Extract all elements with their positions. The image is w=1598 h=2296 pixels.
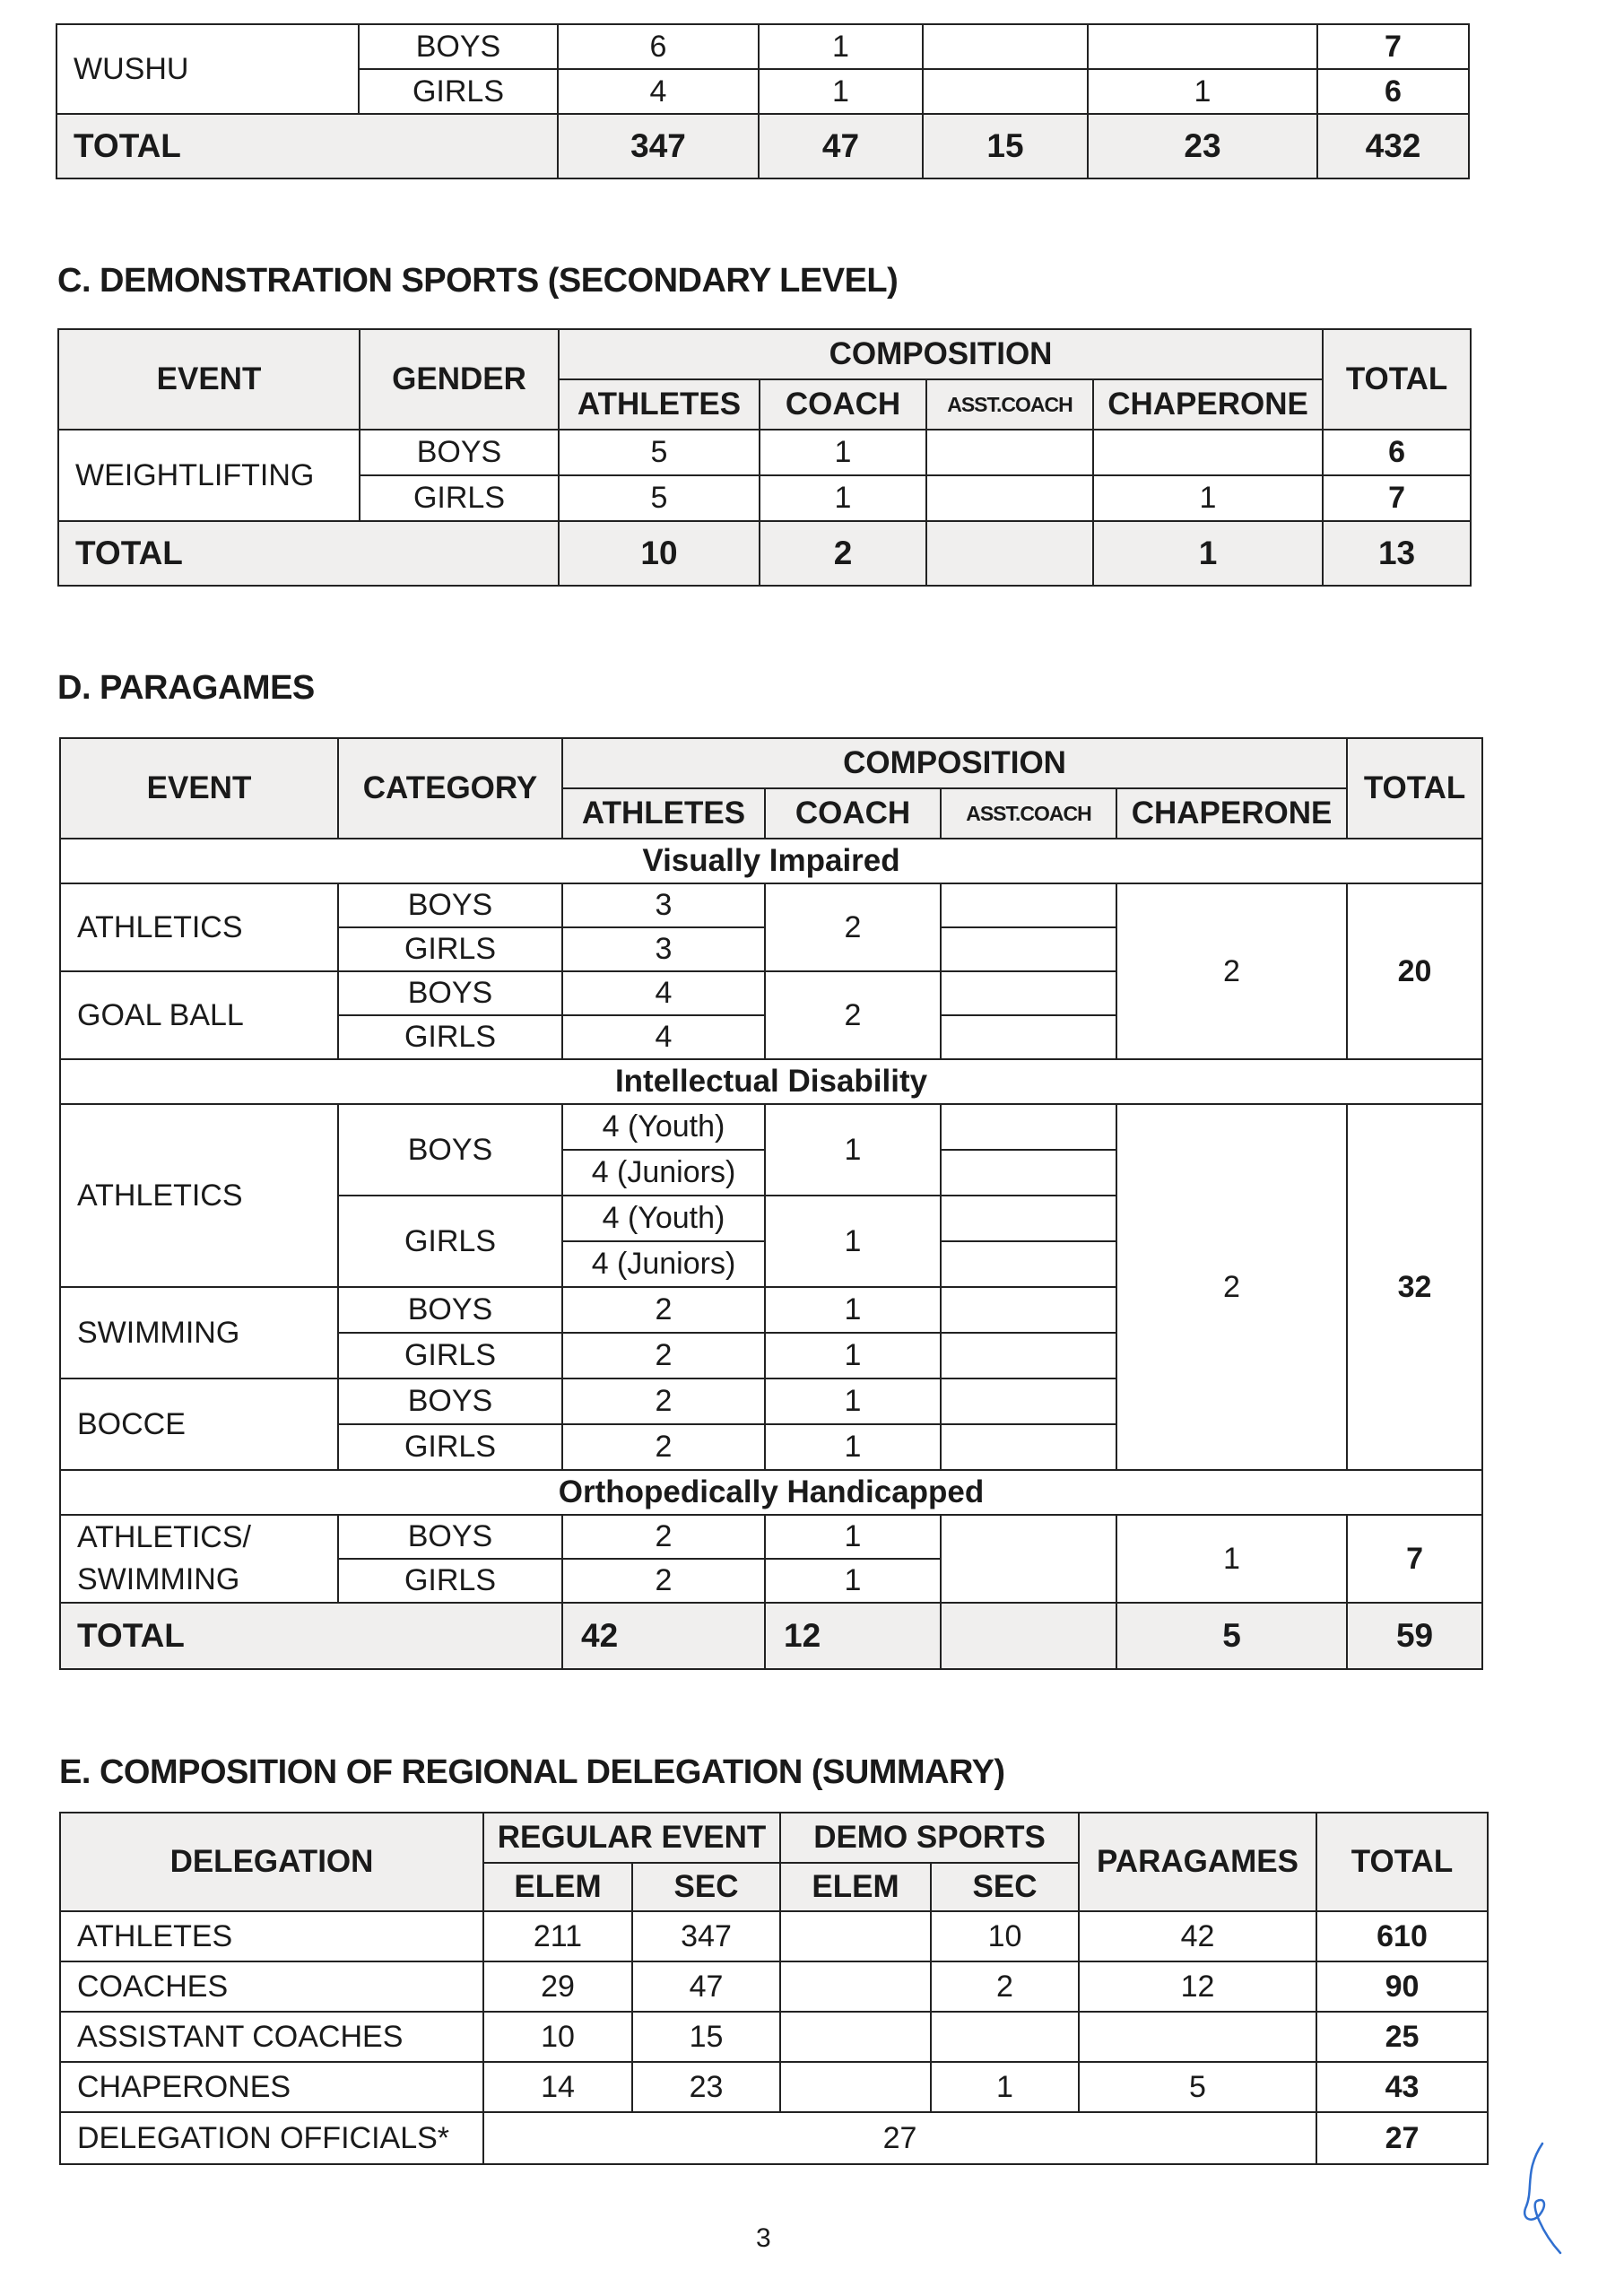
asst-coach-cell [941,1287,1116,1333]
chaperone-cell: 2 [1116,883,1347,1059]
coach-cell: 1 [765,1424,941,1470]
category-cell: BOYS [338,1104,562,1196]
asst-coach-cell [941,1424,1116,1470]
gender-header: GENDER [360,329,559,430]
grand-total: 432 [1317,114,1469,178]
chaperone-cell: 1 [1088,69,1317,114]
demo-elem-cell [780,1961,931,2012]
total-cell: 32 [1347,1104,1482,1470]
regular-elem-cell: 29 [483,1961,632,2012]
delegation-label: COACHES [60,1961,483,2012]
asst-coach-header: ASST.COACH [941,788,1116,839]
total-cell: 6 [1317,69,1469,114]
total-cell: 25 [1316,2012,1488,2062]
table-row [60,2112,1488,2164]
table-row [56,24,1469,69]
category-header: CATEGORY [338,738,562,839]
athletes-cell: 2 [562,1378,765,1424]
chaperone-cell: 1 [1116,1515,1347,1603]
total-athletes: 10 [559,521,760,586]
asst-coach-cell [923,24,1088,69]
delegation-label: DELEGATION OFFICIALS* [60,2112,483,2164]
athletes-cell: 2 [562,1515,765,1559]
section-c-heading: C. DEMONSTRATION SPORTS (SECONDARY LEVEL) [57,262,899,300]
athletes-cell: 4 [558,69,759,114]
coach-header: COACH [765,788,941,839]
regular-sec-header: SEC [632,1863,780,1911]
coach-cell: 2 [765,971,941,1059]
composition-header: COMPOSITION [559,329,1323,379]
category-cell: GIRLS [338,1333,562,1378]
coach-cell: 1 [765,1378,941,1424]
subsection-row [60,839,1482,883]
athletes-cell: 5 [559,475,760,521]
total-cell: 7 [1317,24,1469,69]
gender-cell: GIRLS [360,475,559,521]
athletes-cell: 4 (Youth) [562,1196,765,1241]
paragames-cell [1079,2012,1316,2062]
demo-sports-header: DEMO SPORTS [780,1813,1079,1863]
total-label: TOTAL [56,114,558,178]
athletes-cell: 2 [562,1287,765,1333]
table-row [60,1911,1488,1961]
regular-sec-cell: 47 [632,1961,780,2012]
total-row [58,521,1471,586]
intellectual-disability-title: Intellectual Disability [60,1059,1482,1104]
asst-coach-cell [926,475,1093,521]
category-cell: BOYS [338,971,562,1015]
section-d-heading: D. PARAGAMES [57,669,315,707]
category-cell: GIRLS [338,1196,562,1287]
coach-cell: 1 [765,1196,941,1287]
total-asst-coach: 15 [923,114,1088,178]
header-row [58,329,1471,379]
total-coach: 47 [759,114,923,178]
total-cell: 20 [1347,883,1482,1059]
demo-sec-cell: 2 [931,1961,1079,2012]
visually-impaired-title: Visually Impaired [60,839,1482,883]
total-asst-coach [926,521,1093,586]
total-cell: 6 [1323,430,1471,475]
asst-coach-cell [941,1150,1116,1196]
delegation-label: ASSISTANT COACHES [60,2012,483,2062]
total-label: TOTAL [58,521,559,586]
paragames-cell: 12 [1079,1961,1316,2012]
total-chaperone: 5 [1116,1603,1347,1669]
chaperone-cell [1088,24,1317,69]
asst-coach-cell [926,430,1093,475]
subsection-row [60,1470,1482,1515]
athletes-header: ATHLETES [559,379,760,430]
coach-cell: 1 [760,475,926,521]
table-row [60,2062,1488,2112]
total-chaperone: 23 [1088,114,1317,178]
demo-sec-cell: 10 [931,1911,1079,1961]
asst-coach-cell [941,1241,1116,1287]
header-row [60,1813,1488,1863]
regular-elem-cell: 14 [483,2062,632,2112]
total-cell: 27 [1316,2112,1488,2164]
chaperone-cell: 1 [1093,475,1323,521]
total-athletes: 347 [558,114,759,178]
coach-cell: 1 [765,1515,941,1559]
chaperone-cell: 2 [1116,1104,1347,1470]
total-asst-coach [941,1603,1116,1669]
total-header: TOTAL [1323,329,1471,430]
total-cell: 90 [1316,1961,1488,2012]
athletes-cell: 3 [562,927,765,971]
delegation-label: CHAPERONES [60,2062,483,2112]
paragames-header: PARAGAMES [1079,1813,1316,1911]
category-cell: GIRLS [338,1424,562,1470]
athletes-header: ATHLETES [562,788,765,839]
category-cell: BOYS [338,1378,562,1424]
gender-cell: GIRLS [359,69,558,114]
coach-cell: 1 [765,1104,941,1196]
coach-cell: 1 [759,24,923,69]
athletes-cell: 4 [562,1015,765,1059]
total-athletes: 42 [562,1603,765,1669]
demo-sec-header: SEC [931,1863,1079,1911]
grand-total: 13 [1323,521,1471,586]
coach-cell: 2 [765,883,941,971]
asst-coach-cell [941,1104,1116,1150]
athletes-cell: 4 (Juniors) [562,1241,765,1287]
event-line: ATHLETICS/ [77,1520,251,1554]
category-cell: GIRLS [338,1015,562,1059]
asst-coach-cell [941,1196,1116,1241]
event-header: EVENT [58,329,360,430]
total-header: TOTAL [1347,738,1482,839]
event-header: EVENT [60,738,338,839]
subsection-row [60,1059,1482,1104]
demo-sec-cell: 1 [931,2062,1079,2112]
orthopedically-handicapped-title: Orthopedically Handicapped [60,1470,1482,1515]
asst-coach-cell [923,69,1088,114]
event-cell: WUSHU [56,24,359,114]
athletes-cell: 6 [558,24,759,69]
category-cell: BOYS [338,1515,562,1559]
asst-coach-cell [941,1333,1116,1378]
event-cell: BOCCE [60,1378,338,1470]
athletes-cell: 4 (Youth) [562,1104,765,1150]
coach-cell: 1 [765,1287,941,1333]
asst-coach-header: ASST.COACH [926,379,1093,430]
category-cell: GIRLS [338,927,562,971]
coach-cell: 1 [765,1333,941,1378]
demo-elem-cell [780,2062,931,2112]
athletes-cell: 2 [562,1424,765,1470]
total-chaperone: 1 [1093,521,1323,586]
paragames-cell: 42 [1079,1911,1316,1961]
regular-elem-cell: 211 [483,1911,632,1961]
delegation-summary-table [59,1812,1489,2165]
regular-event-header: REGULAR EVENT [483,1813,780,1863]
event-cell: SWIMMING [60,1287,338,1378]
gender-cell: BOYS [360,430,559,475]
delegation-label: ATHLETES [60,1911,483,1961]
coach-cell: 1 [765,1559,941,1603]
table-row [60,1515,1482,1559]
paragames-table [59,737,1483,1670]
total-cell: 610 [1316,1911,1488,1961]
header-row [60,738,1482,788]
event-cell: WEIGHTLIFTING [58,430,360,521]
table-b-continuation [56,23,1470,179]
total-cell: 7 [1323,475,1471,521]
signature-mark [1507,2135,1569,2260]
asst-coach-cell [941,883,1116,927]
delegation-header: DELEGATION [60,1813,483,1911]
total-coach: 2 [760,521,926,586]
paragames-cell: 5 [1079,2062,1316,2112]
category-cell: BOYS [338,883,562,927]
regular-sec-cell: 23 [632,2062,780,2112]
gender-cell: BOYS [359,24,558,69]
event-cell: ATHLETICS [60,883,338,971]
table-row [60,1104,1482,1150]
total-header: TOTAL [1316,1813,1488,1911]
coach-cell: 1 [760,430,926,475]
event-cell: GOAL BALL [60,971,338,1059]
table-row [60,883,1482,927]
table-row [60,1961,1488,2012]
demonstration-sports-table [57,328,1472,587]
athletes-cell: 2 [562,1559,765,1603]
chaperone-header: CHAPERONE [1116,788,1347,839]
asst-coach-cell [941,927,1116,971]
total-cell: 7 [1347,1515,1482,1603]
officials-value-cell: 27 [483,2112,1316,2164]
section-e-heading: E. COMPOSITION OF REGIONAL DELEGATION (SUMMARY) [59,1753,1005,1791]
coach-cell: 1 [759,69,923,114]
event-cell [60,1515,338,1603]
chaperone-cell [1093,430,1323,475]
chaperone-header: CHAPERONE [1093,379,1323,430]
coach-header: COACH [760,379,926,430]
category-cell: BOYS [338,1287,562,1333]
table-row [58,430,1471,475]
demo-elem-header: ELEM [780,1863,931,1911]
athletes-cell: 5 [559,430,760,475]
page-number: 3 [756,2223,771,2253]
athletes-cell: 4 (Juniors) [562,1150,765,1196]
regular-sec-cell: 15 [632,2012,780,2062]
event-line: SWIMMING [77,1562,240,1596]
total-coach: 12 [765,1603,941,1669]
regular-elem-header: ELEM [483,1863,632,1911]
asst-coach-cell [941,1515,1116,1603]
athletes-cell: 2 [562,1333,765,1378]
total-row [60,1603,1482,1669]
grand-total: 59 [1347,1603,1482,1669]
total-row [56,114,1469,178]
demo-elem-cell [780,1911,931,1961]
total-label: TOTAL [60,1603,562,1669]
demo-sec-cell [931,2012,1079,2062]
asst-coach-cell [941,971,1116,1015]
regular-elem-cell: 10 [483,2012,632,2062]
regular-sec-cell: 347 [632,1911,780,1961]
total-cell: 43 [1316,2062,1488,2112]
athletes-cell: 3 [562,883,765,927]
athletes-cell: 4 [562,971,765,1015]
demo-elem-cell [780,2012,931,2062]
composition-header: COMPOSITION [562,738,1347,788]
table-row [60,2012,1488,2062]
event-cell: ATHLETICS [60,1104,338,1287]
category-cell: GIRLS [338,1559,562,1603]
asst-coach-cell [941,1015,1116,1059]
asst-coach-cell [941,1378,1116,1424]
